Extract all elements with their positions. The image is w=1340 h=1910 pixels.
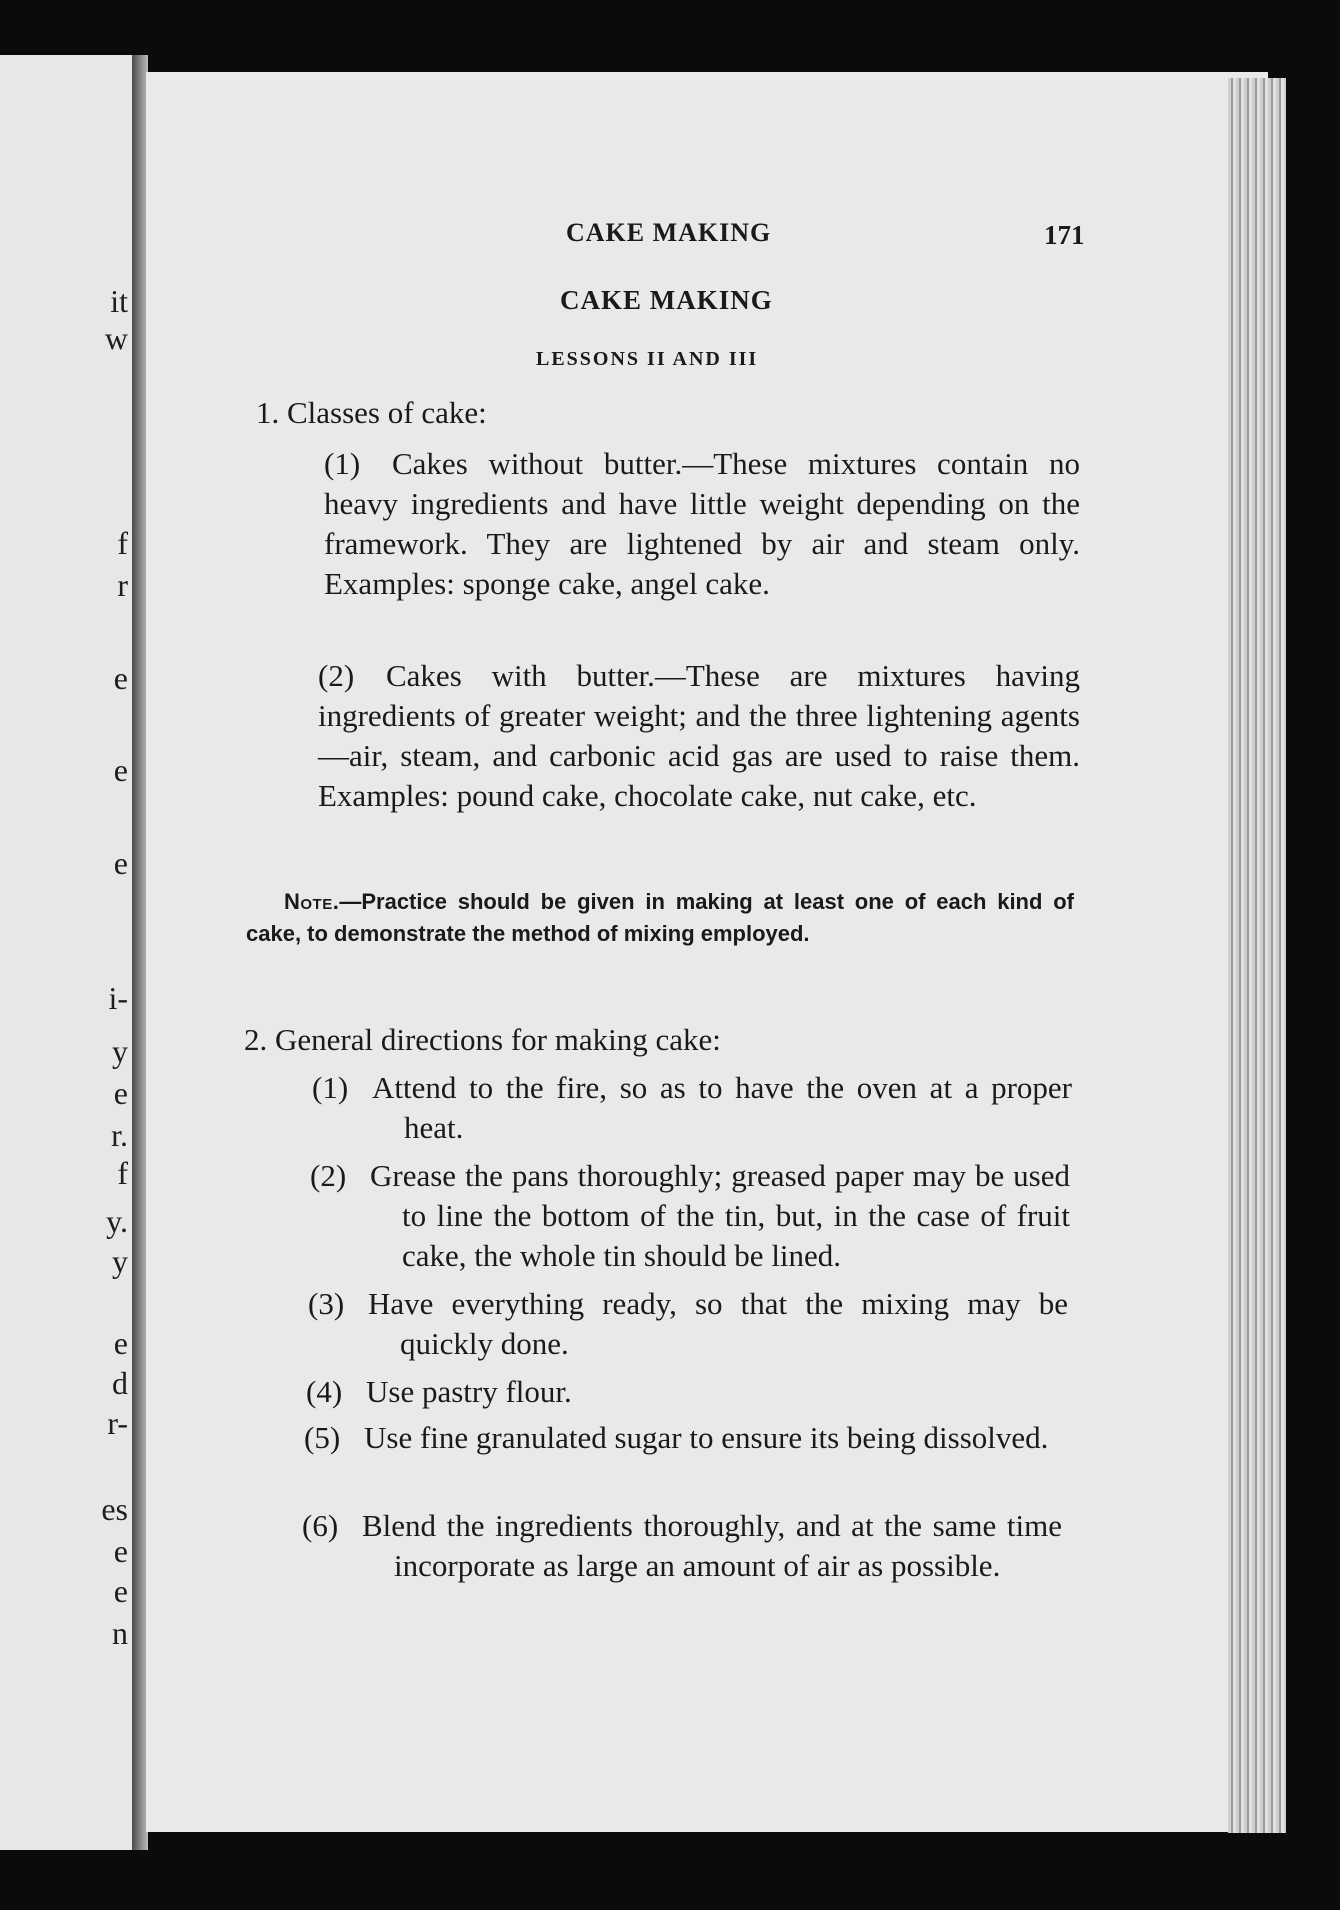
list-item <box>304 1418 1064 1458</box>
note-label: Note. <box>284 889 340 914</box>
left-page-fragment: e <box>113 1533 128 1569</box>
left-page-fragment: e <box>113 660 128 696</box>
item-number: (1) <box>324 446 361 481</box>
list-item <box>306 1372 1066 1412</box>
left-page-fragment: e <box>113 1573 128 1609</box>
item-text: Use pastry flour. <box>366 1374 572 1409</box>
left-page-fragment: n <box>112 1615 128 1651</box>
left-page-fragment: f <box>117 1155 128 1191</box>
left-page-fragment: r- <box>107 1405 128 1441</box>
left-page-fragment: e <box>113 752 128 788</box>
left-page-fragment: r. <box>111 1117 128 1153</box>
page-edges <box>1228 78 1286 1833</box>
item-number: (4) <box>306 1374 343 1409</box>
page-number: 171 <box>1044 220 1085 250</box>
left-page-fragment: d <box>112 1365 128 1401</box>
item-text: Cakes without butter.—These mixtures contain no heavy ingredients and have little weight depending on the framework. They are lightened by air and steam only. Examples: sponge cake, angel cake. <box>324 446 1080 601</box>
section-heading-classes: 1. Classes of cake: <box>256 395 487 430</box>
item-text: Attend to the fire, so as to have the oven at a proper heat. <box>372 1070 1072 1145</box>
item-text: Grease the pans thoroughly; greased paper may be used to line the bottom of the tin, but, in the case of fruit cake, the whole tin should be lined. <box>370 1158 1070 1273</box>
item-number: (2) <box>310 1158 347 1193</box>
item-text: Have everything ready, so that the mixing may be quickly done. <box>368 1286 1068 1361</box>
section-heading-directions: 2. General directions for making cake: <box>244 1022 721 1057</box>
list-item <box>302 1506 1062 1586</box>
left-page-fragment: it <box>110 283 128 319</box>
left-page-fragment: y. <box>106 1203 128 1239</box>
page-title: CAKE MAKING <box>560 285 773 315</box>
practice-note <box>246 886 1074 950</box>
item-text: Cakes with butter.—These are mixtures having ingredients of greater weight; and the three lightening agents—air, steam, and carbonic acid gas are used to raise them. Examples: pound cake, chocolate cake, nut cake, etc. <box>318 658 1080 813</box>
item-number: (1) <box>312 1070 349 1105</box>
list-item <box>308 1284 1068 1364</box>
left-page-fragment: es <box>101 1491 128 1527</box>
item-text: Blend the ingredients thoroughly, and at the same time incorporate as large an amount of air as possible. <box>362 1508 1062 1583</box>
left-page-fragment: r <box>117 567 128 603</box>
left-page-fragment: f <box>117 525 128 561</box>
item-text: Use fine granulated sugar to ensure its being dissolved. <box>364 1420 1049 1455</box>
left-page-fragment: y <box>112 1033 128 1069</box>
running-head: CAKE MAKING <box>566 218 772 247</box>
note-text: —Practice should be given in making at least one of each kind of cake, to demonstrate the method of mixing employed. <box>246 889 1074 946</box>
left-page-fragment: e <box>113 1325 128 1361</box>
previous-page <box>0 55 140 1850</box>
list-item <box>310 1156 1070 1276</box>
page-subtitle: LESSONS II AND III <box>536 348 759 370</box>
left-page-fragment: e <box>113 845 128 881</box>
left-page-fragment: w <box>104 320 128 356</box>
item-number: (3) <box>308 1286 345 1321</box>
item-number: (2) <box>318 658 355 693</box>
list-item <box>324 444 1080 604</box>
item-number: (6) <box>302 1508 339 1543</box>
item-number: (5) <box>304 1420 341 1455</box>
left-page-fragment: i- <box>108 980 128 1016</box>
list-item <box>318 656 1080 816</box>
left-page-fragment: y <box>112 1243 128 1279</box>
list-item <box>312 1068 1072 1148</box>
left-page-fragment: e <box>113 1075 128 1111</box>
